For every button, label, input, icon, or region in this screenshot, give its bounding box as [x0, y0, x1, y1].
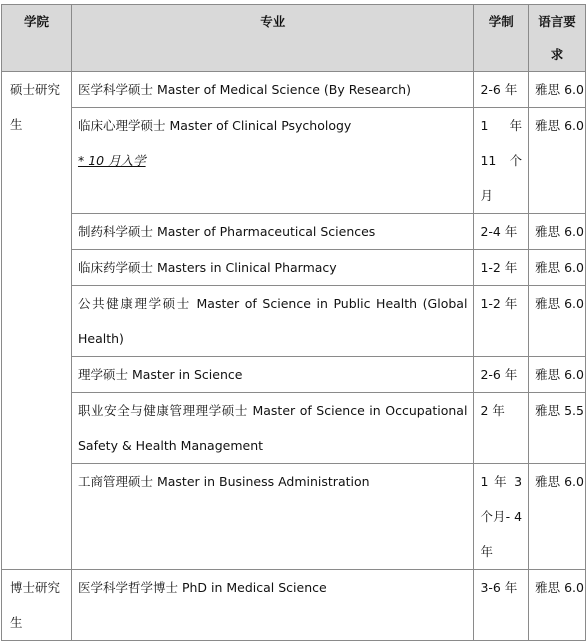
major-cell	[71, 357, 473, 393]
table-row	[2, 250, 586, 286]
major-cell	[71, 250, 473, 286]
duration-cell: 2-6 年	[474, 72, 529, 108]
major-name: 工商管理硕士 Master in Business Administration	[77, 474, 370, 489]
header-major: 专业	[71, 5, 473, 72]
language-cell: 雅思 6.0	[529, 108, 586, 214]
duration-cell: 1 年 11 个月	[474, 108, 529, 214]
duration-cell: 1 年 3 个月- 4 年	[474, 464, 529, 570]
table-row	[2, 464, 586, 570]
major-name: 公共健康理学硕士 Master of Science in Public Health (Global Health)	[77, 296, 468, 346]
language-cell: 雅思 6.0	[529, 357, 586, 393]
duration-cell: 2 年	[474, 393, 529, 464]
major-name: 医学科学哲学博士 PhD in Medical Science	[77, 580, 327, 595]
major-cell	[71, 286, 473, 357]
duration-cell: 1-2 年	[474, 250, 529, 286]
language-cell: 雅思 6.0	[529, 286, 586, 357]
major-name: 临床药学硕士 Masters in Clinical Pharmacy	[77, 260, 337, 275]
header-school: 学院	[2, 5, 72, 72]
duration-cell: 3-6 年	[474, 570, 529, 641]
major-cell	[71, 464, 473, 570]
school-cell: 博士研究生	[2, 570, 72, 641]
header-row	[2, 5, 586, 72]
table-row	[2, 72, 586, 108]
table-row	[2, 357, 586, 393]
major-name: 制药科学硕士 Master of Pharmaceutical Sciences	[77, 224, 376, 239]
header-language: 语言要求	[529, 5, 586, 72]
table-row	[2, 108, 586, 214]
language-cell: 雅思 6.0	[529, 464, 586, 570]
language-cell: 雅思 5.5	[529, 393, 586, 464]
duration-cell: 1-2 年	[474, 286, 529, 357]
language-cell: 雅思 6.0	[529, 250, 586, 286]
major-cell	[71, 72, 473, 108]
major-cell	[71, 108, 473, 214]
major-name: 临床心理学硕士 Master of Clinical Psychology	[77, 118, 352, 133]
duration-cell: 2-6 年	[474, 357, 529, 393]
table-row	[2, 570, 586, 641]
table-row	[2, 286, 586, 357]
table-row	[2, 214, 586, 250]
school-cell: 硕士研究生	[2, 72, 72, 570]
major-name: 理学硕士 Master in Science	[77, 367, 243, 382]
intake-note: * 10 月入学	[77, 153, 146, 168]
programs-table	[1, 4, 586, 641]
language-cell: 雅思 6.0	[529, 214, 586, 250]
major-cell	[71, 214, 473, 250]
table-body	[2, 72, 586, 641]
major-cell	[71, 393, 473, 464]
language-cell: 雅思 6.0	[529, 570, 586, 641]
language-cell: 雅思 6.0	[529, 72, 586, 108]
duration-cell: 2-4 年	[474, 214, 529, 250]
table-row	[2, 393, 586, 464]
major-name: 职业安全与健康管理理学硕士 Master of Science in Occupational Safety & Health Management	[77, 403, 468, 453]
major-cell	[71, 570, 473, 641]
header-duration: 学制	[474, 5, 529, 72]
major-name: 医学科学硕士 Master of Medical Science (By Research)	[77, 82, 411, 97]
